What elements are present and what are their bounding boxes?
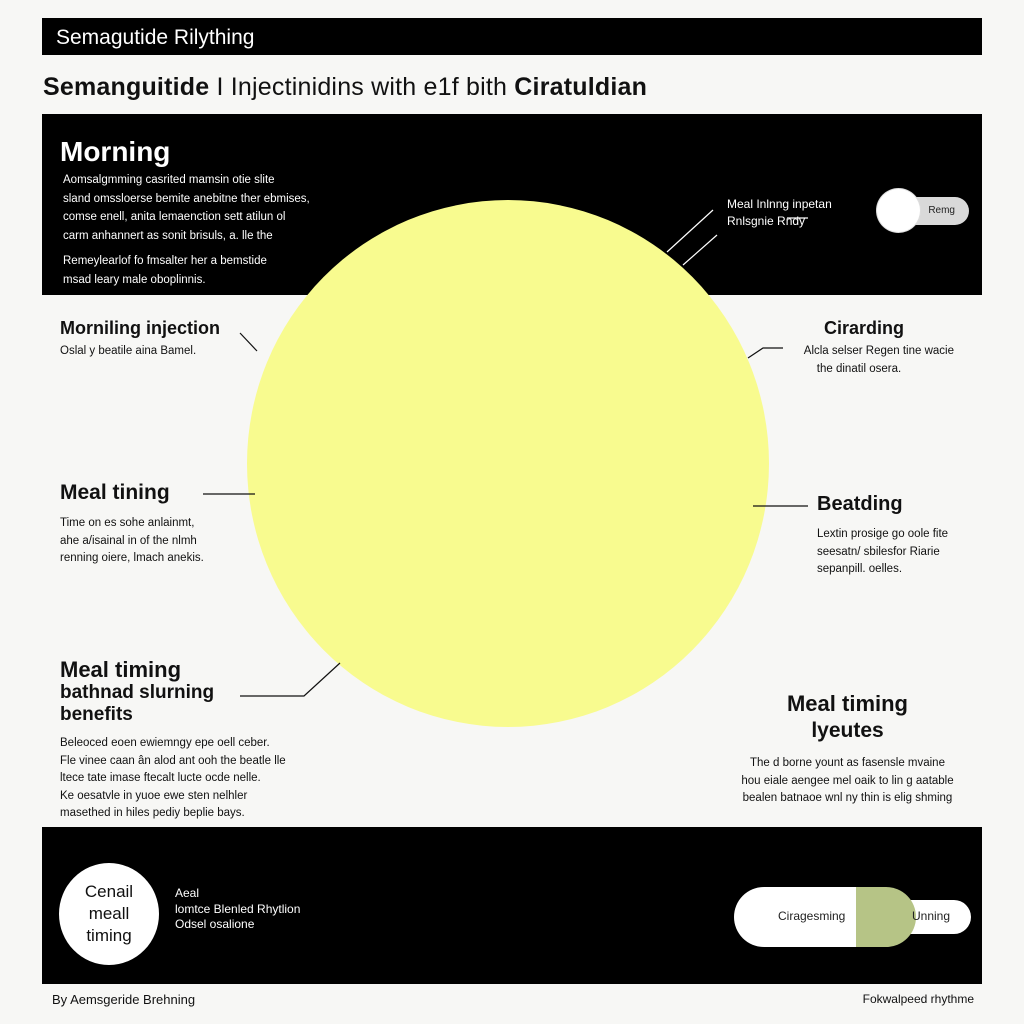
pill-right-label: Unning	[912, 909, 951, 923]
label-body-line: Ke oesatvle in yuoe ewe sten nelhler	[60, 789, 248, 802]
label-heading: Beatding	[817, 493, 903, 515]
label-body	[817, 526, 948, 579]
label-morning-injection	[60, 318, 220, 361]
label-heading: lyeutes	[811, 719, 884, 742]
label-body-line: Lextin prosige go oole fite	[817, 528, 949, 540]
label-body-line: Beleoced eoen ewiemngy epe oell ceber.	[60, 737, 270, 749]
label-body-line: ltece tate imase ftecalt lucte ocde nelle.	[60, 772, 261, 784]
label-heading: Meal timing	[786, 691, 908, 716]
label-body-line: sepanpill. oelles.	[817, 563, 903, 575]
pill-left-label: Ciragesming	[778, 909, 846, 923]
label-body-line: renning oiere, lmach anekis.	[60, 552, 204, 564]
footer-tagline: Fokwalpeed rhythme	[862, 992, 974, 1006]
timeline-label	[175, 886, 300, 933]
label-body-line: bealen batnaoe wnl ny thin is elig shming	[742, 792, 953, 804]
callout-line-1: Meal Inlnng inpetan	[727, 197, 832, 211]
label-meal-tining	[60, 481, 204, 568]
badge-line: timing	[86, 926, 132, 945]
label-body	[720, 755, 975, 808]
morning-body-line: sland omssloerse bemite anebitne ther ebmises,	[63, 192, 310, 205]
pill-accent-segment	[856, 887, 916, 947]
label-heading: Meal timing	[60, 657, 182, 682]
label-body-line: Alcla selser Regen tine wacie	[803, 345, 954, 357]
headline-part-2: I Injectinidins with e1f bith	[209, 73, 515, 101]
label-heading: bathnad slurning	[60, 682, 215, 703]
label-body-line: ahe a/isainal in of the nlmh	[60, 534, 197, 547]
label-body: Oslal y beatile aina Bamel.	[60, 345, 197, 357]
morning-body-line: comse enell, anita lemaenction sett atilun ol	[63, 211, 286, 223]
label-heading: benefits	[60, 704, 133, 725]
label-body-line: masethed in hiles pediy beplie bays.	[60, 807, 245, 819]
label-body	[734, 343, 954, 378]
toggle-label: Remg	[928, 205, 955, 216]
top-bar-title: Semagutide Rilything	[56, 26, 255, 49]
timeline-label-line: Aeal	[175, 886, 200, 900]
badge-line: meall	[88, 904, 130, 923]
label-body-line: the dinatil osera.	[816, 362, 902, 375]
callout-line-2: Rnlsgnie Rndy	[727, 214, 806, 228]
label-heading: Cirarding	[823, 318, 904, 338]
timing-pill[interactable]	[734, 887, 971, 947]
label-beatding	[817, 493, 948, 579]
label-heading: Morniling injection	[60, 318, 220, 338]
label-meal-timing-lyeutes	[720, 690, 975, 808]
headline-part-1: Semanguitide	[43, 73, 210, 101]
label-body	[60, 515, 204, 568]
label-body-line: hou eiale aengee mel oaik to lin g aatable	[741, 774, 954, 787]
label-body-line: Time on es sohe anlainmt,	[60, 517, 195, 529]
label-body-line: seesatn/ sbilesfor Riarie	[817, 545, 940, 558]
badge-line: Cenail	[84, 882, 134, 901]
morning-body-line: Remeylearlof fo fmsalter her a bemstide	[63, 255, 267, 267]
morning-body-line: carm anhannert as sonit brisuls, a. lle the	[63, 229, 273, 242]
badge-text	[59, 881, 159, 947]
label-meal-timing-benefits	[60, 658, 286, 823]
timeline-label-line: lomtce Blenled Rhytlion	[175, 901, 301, 916]
headline-part-3: Ciratuldian	[514, 73, 648, 101]
timeline-label-line: Odsel osalione	[175, 917, 255, 931]
label-cirarding	[734, 318, 954, 378]
label-body	[60, 735, 286, 823]
label-heading: Meal tining	[60, 481, 170, 504]
label-body-line: The d borne yount as fasensle mvaine	[750, 757, 945, 769]
morning-body-line: msad leary male oboplinnis.	[63, 273, 206, 286]
label-body-line: Fle vinee caan ân alod ant ooh the beatle lle	[60, 754, 286, 767]
morning-heading: Morning	[60, 136, 171, 167]
footer-byline: By Aemsgeride Brehning	[52, 992, 196, 1007]
morning-body-line: Aomsalgmming casrited mamsin otie slite	[63, 174, 275, 186]
